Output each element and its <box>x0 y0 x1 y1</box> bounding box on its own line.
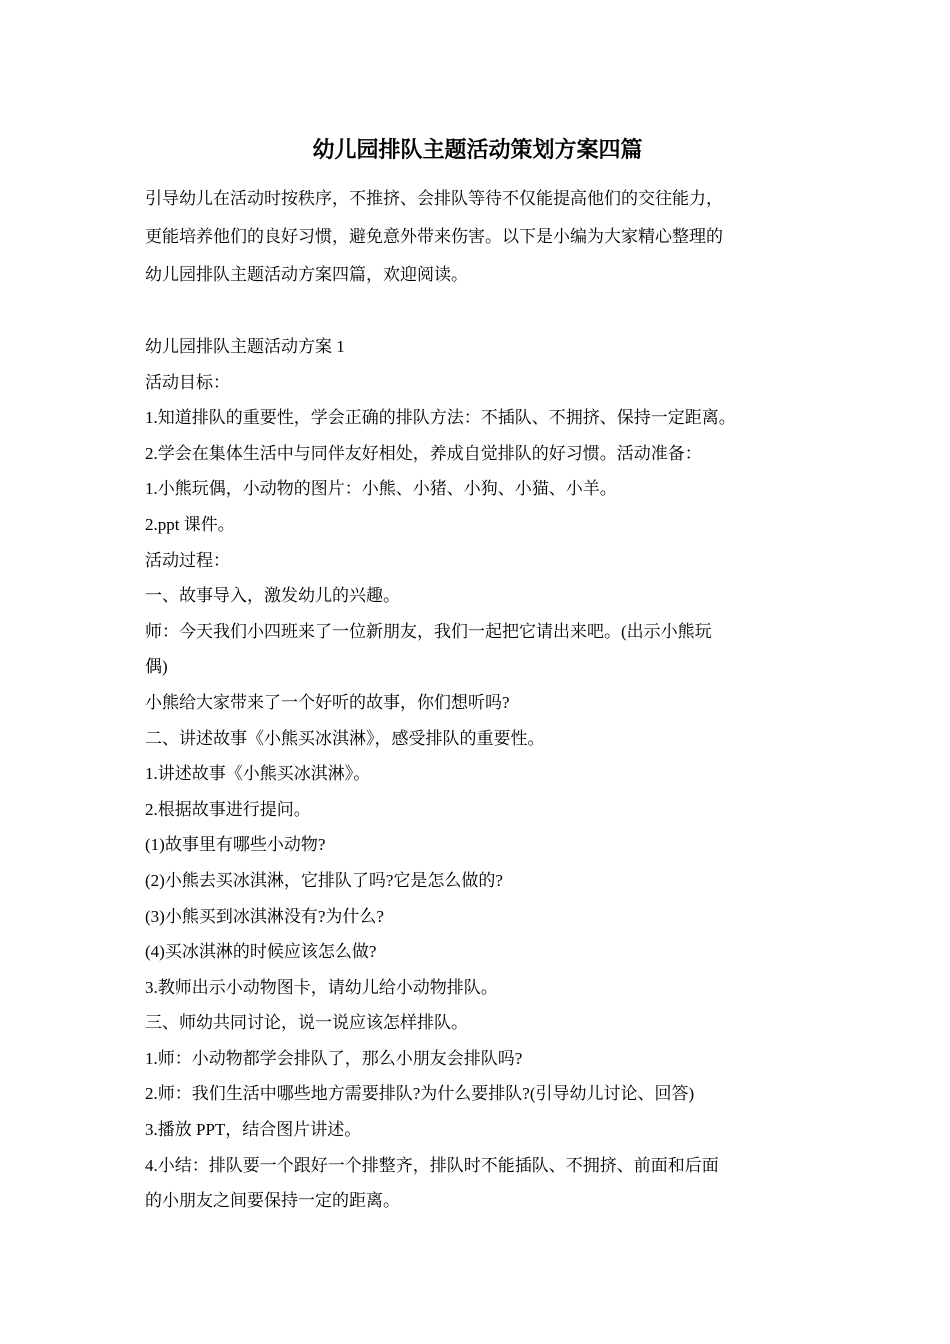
body-line: 2.根据故事进行提问。 <box>145 799 311 819</box>
body-line: (4)买冰淇淋的时候应该怎么做? <box>145 942 377 962</box>
body-line: 偶) <box>145 657 168 677</box>
body-line: (3)小熊买到冰淇淋没有?为什么? <box>145 906 384 926</box>
intro-line: 更能培养他们的良好习惯，避免意外带来伤害。以下是小编为大家精心整理的 <box>145 227 723 246</box>
intro-paragraph <box>145 180 810 294</box>
document-title: 幼儿园排队主题活动策划方案四篇 <box>312 138 643 163</box>
body-line: 4.小结：排队要一个跟好一个排整齐，排队时不能插队、不拥挤、前面和后面 <box>145 1155 719 1175</box>
body-line: 三、师幼共同讨论，说一说应该怎样排队。 <box>145 1013 468 1033</box>
body-line: 活动过程： <box>145 550 230 570</box>
body-line: (2)小熊去买冰淇淋，它排队了吗?它是怎么做的? <box>145 870 503 890</box>
body-line: 2.师：我们生活中哪些地方需要排队?为什么要排队?(引导幼儿讨论、回答) <box>145 1084 695 1104</box>
body-line: 二、讲述故事《小熊买冰淇淋》，感受排队的重要性。 <box>145 728 545 748</box>
paragraph-gap <box>145 294 810 329</box>
body-line: 一、故事导入，激发幼儿的兴趣。 <box>145 586 400 606</box>
body-line: 2.学会在集体生活中与同伴友好相处，养成自觉排队的好习惯。活动准备： <box>145 443 702 463</box>
body-line: 的小朋友之间要保持一定的距离。 <box>145 1191 400 1211</box>
document-page <box>145 128 810 1219</box>
body-line: 小熊给大家带来了一个好听的故事，你们想听吗? <box>145 692 510 712</box>
body-line: 1.师：小动物都学会排队了，那么小朋友会排队吗? <box>145 1048 523 1068</box>
document-body <box>145 329 810 1219</box>
body-line: 3.教师出示小动物图卡，请幼儿给小动物排队。 <box>145 977 498 997</box>
body-line: (1)故事里有哪些小动物? <box>145 835 326 855</box>
body-line: 3.播放 PPT，结合图片讲述。 <box>145 1120 362 1140</box>
body-line: 活动目标： <box>145 372 230 392</box>
body-line: 2.ppt 课件。 <box>145 514 235 534</box>
body-line: 师：今天我们小四班来了一位新朋友，我们一起把它请出来吧。(出示小熊玩 <box>145 621 712 641</box>
intro-line: 引导幼儿在活动时按秩序，不推挤、会排队等待不仅能提高他们的交往能力， <box>145 189 723 208</box>
intro-line: 幼儿园排队主题活动方案四篇，欢迎阅读。 <box>145 265 468 284</box>
body-line: 1.小熊玩偶，小动物的图片：小熊、小猪、小狗、小猫、小羊。 <box>145 479 617 499</box>
section-heading: 幼儿园排队主题活动方案 1 <box>145 337 345 356</box>
body-line: 1.知道排队的重要性，学会正确的排队方法：不插队、不拥挤、保持一定距离。 <box>145 408 736 428</box>
body-line: 1.讲述故事《小熊买冰淇淋》。 <box>145 764 371 784</box>
